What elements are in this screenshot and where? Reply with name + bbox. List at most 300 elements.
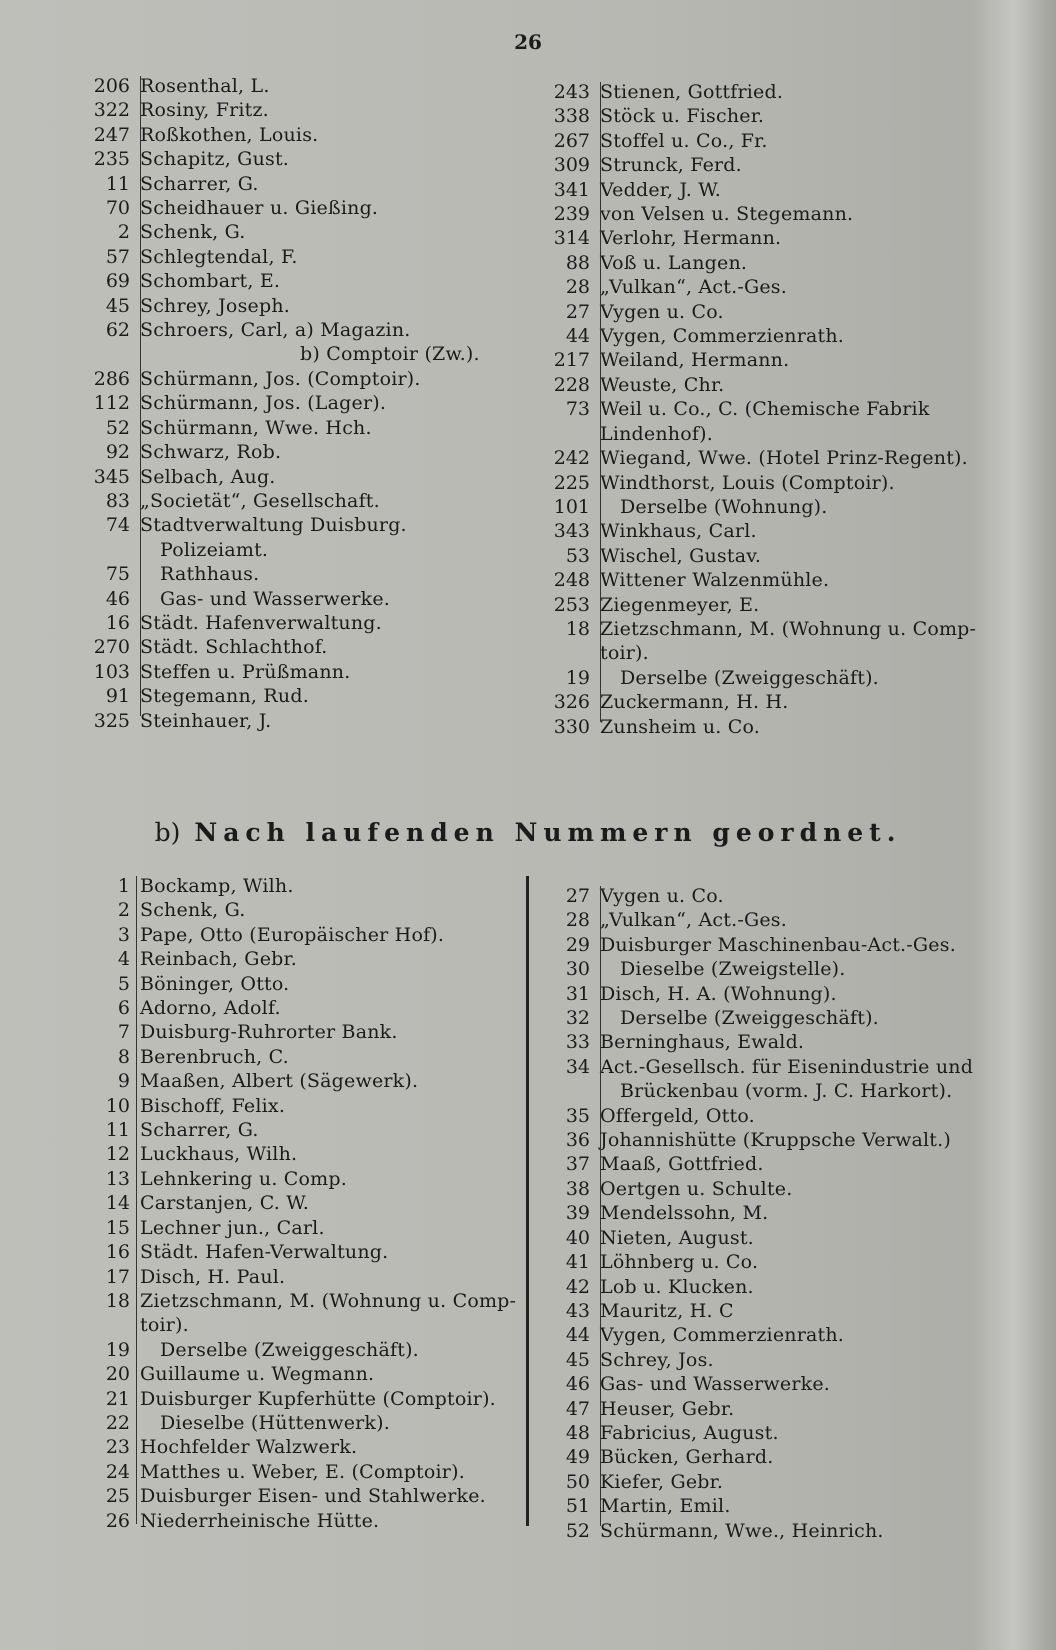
directory-entry: [88, 562, 480, 586]
directory-entry: [88, 1142, 516, 1166]
entry-number: 22: [105, 1411, 130, 1434]
entry-name: Derselbe (Wohnung).: [620, 495, 828, 518]
directory-entry: [548, 251, 976, 275]
entry-name: Schombart, E.: [140, 270, 281, 293]
entry-name: Mauritz, H. C: [600, 1299, 734, 1322]
entry-name: Stoffel u. Co., Fr.: [600, 129, 768, 152]
directory-entry: [88, 342, 480, 366]
entry-number: 11: [105, 1119, 130, 1142]
directory-entry: [88, 587, 480, 611]
directory-entry: [88, 1338, 516, 1362]
entry-number: 52: [105, 416, 130, 439]
directory-entry: [548, 933, 973, 957]
entry-number: 44: [565, 1324, 590, 1347]
entry-number: 38: [565, 1177, 590, 1200]
entry-number: 45: [565, 1348, 590, 1371]
entry-name: Rosiny, Fritz.: [140, 99, 269, 122]
directory-entry: [88, 1167, 516, 1191]
directory-entry: [548, 1055, 973, 1079]
entry-name: Stienen, Gottfried.: [600, 81, 784, 103]
directory-entry: [88, 538, 480, 562]
entry-name: Steinhauer, J.: [140, 709, 272, 732]
directory-entry: [88, 1118, 516, 1142]
directory-entry: [548, 1201, 973, 1225]
entry-name: Vygen, Commerzienrath.: [600, 325, 845, 348]
directory-entry: [548, 300, 976, 324]
entry-number: 2: [117, 221, 130, 244]
directory-entry: [548, 884, 973, 908]
entry-name: Vygen, Commerzienrath.: [600, 1324, 845, 1347]
directory-entry: [548, 397, 976, 421]
entry-number: 225: [553, 471, 590, 494]
entry-number: 92: [105, 441, 130, 464]
entry-name: Duisburger Eisen- und Stahlwerke.: [140, 1485, 486, 1508]
entry-number: 13: [105, 1167, 130, 1190]
entry-number: 206: [93, 75, 130, 97]
entry-number: 101: [553, 495, 590, 518]
entry-name: Lehnkering u. Comp.: [140, 1167, 348, 1190]
directory-entry: [88, 684, 480, 708]
directory-entry: [88, 1313, 516, 1337]
entry-number: 16: [105, 611, 130, 634]
entry-name: Vedder, J. W.: [600, 178, 721, 201]
entry-name: „Societät“, Gesellschaft.: [140, 489, 380, 512]
entry-number: 32: [565, 1007, 590, 1030]
entry-name: Duisburger Kupferhütte (Comptoir).: [140, 1387, 496, 1410]
entry-name: Mendelssohn, M.: [600, 1202, 769, 1225]
entry-name: Dieselbe (Zweigstelle).: [620, 958, 846, 981]
directory-entry: [548, 178, 976, 202]
directory-entry: [88, 220, 480, 244]
directory-entry: [88, 1509, 516, 1533]
entry-number: [548, 422, 600, 446]
entry-number: 37: [565, 1153, 590, 1176]
column-rule: [600, 886, 601, 1526]
entry-name: Wittener Walzenmühle.: [600, 569, 830, 592]
entry-name: Weuste, Chr.: [600, 373, 725, 396]
entry-number: 31: [565, 982, 590, 1005]
entry-number: 322: [93, 99, 130, 122]
directory-entry: [548, 495, 976, 519]
directory-entry: [548, 324, 976, 348]
entry-name: Oertgen u. Schulte.: [600, 1177, 793, 1200]
entry-name: Martin, Emil.: [600, 1495, 731, 1518]
entry-name: Maaß, Gottfried.: [600, 1153, 764, 1176]
entry-name: Kiefer, Gebr.: [600, 1470, 724, 1493]
directory-entry: [88, 440, 480, 464]
entry-name: Löhnberg u. Co.: [600, 1251, 759, 1274]
directory-entry: [88, 269, 480, 293]
entry-name: Voß u. Langen.: [600, 251, 748, 274]
entry-number: 28: [565, 276, 590, 299]
entry-name: Derselbe (Zweiggeschäft).: [620, 1007, 879, 1030]
entry-name: Fabricius, August.: [600, 1421, 779, 1444]
directory-entry: [548, 1250, 973, 1274]
directory-entry: [88, 147, 480, 171]
entry-name: Duisburg-Ruhrorter Bank.: [140, 1021, 398, 1044]
entry-number: 267: [553, 129, 590, 152]
entry-number: 21: [105, 1387, 130, 1410]
entry-name: Lechner jun., Carl.: [140, 1216, 325, 1239]
directory-entry: [548, 373, 976, 397]
directory-entry: [548, 544, 976, 568]
entry-name: Winkhaus, Carl.: [600, 520, 757, 543]
directory-entry: [88, 465, 480, 489]
directory-entry: [88, 245, 480, 269]
entry-name: Zietzschmann, M. (Wohnung u. Comp-: [600, 617, 977, 640]
entry-number: 83: [105, 489, 130, 512]
entry-name: Schrey, Jos.: [600, 1348, 714, 1371]
directory-entry: [88, 1216, 516, 1240]
entry-number: 338: [553, 105, 590, 128]
entry-name: Matthes u. Weber, E. (Comptoir).: [140, 1460, 465, 1483]
entry-number: 217: [553, 349, 590, 372]
directory-entry: [88, 709, 480, 733]
entry-number: 239: [553, 203, 590, 226]
entry-name: Carstanjen, C. W.: [140, 1192, 309, 1215]
directory-entry: [88, 123, 480, 147]
entry-name: Derselbe (Zweiggeschäft).: [620, 666, 879, 689]
entry-number: 330: [553, 715, 590, 738]
entry-name: Steffen u. Prüßmann.: [140, 660, 351, 683]
entry-name: Zuckermann, H. H.: [600, 691, 789, 714]
entry-number: 39: [565, 1202, 590, 1225]
directory-entry: [88, 489, 480, 513]
directory-entry: [548, 519, 976, 543]
entry-name: Schürmann, Wwe., Heinrich.: [600, 1519, 884, 1542]
entry-name: Derselbe (Zweiggeschäft).: [160, 1338, 419, 1361]
entry-name: Rosenthal, L.: [140, 75, 270, 97]
entry-name: Böninger, Otto.: [140, 972, 290, 995]
entry-number: 2: [117, 899, 130, 922]
entry-number: 27: [565, 885, 590, 907]
entry-name: Scheidhauer u. Gießing.: [140, 197, 379, 220]
entry-number: 42: [565, 1275, 590, 1298]
entry-name: Berenbruch, C.: [140, 1045, 289, 1068]
directory-entry: [548, 202, 976, 226]
directory-entry: [548, 1275, 973, 1299]
entry-name: Rathhaus.: [160, 563, 260, 586]
entry-name: Schroers, Carl, a) Magazin.: [140, 319, 411, 342]
entry-name: Weil u. Co., C. (Chemische Fabrik: [600, 398, 930, 421]
section-b-left-column: [88, 874, 516, 1533]
entry-number: 49: [565, 1446, 590, 1469]
directory-entry: [88, 172, 480, 196]
entry-number: 69: [105, 270, 130, 293]
entry-number: 25: [105, 1485, 130, 1508]
entry-name: Selbach, Aug.: [140, 465, 276, 488]
entry-number: 12: [105, 1143, 130, 1166]
entry-number: 28: [565, 909, 590, 932]
entry-number: 29: [565, 933, 590, 956]
column-rule: [136, 876, 137, 1524]
entry-name: Vygen u. Co.: [600, 885, 724, 907]
entry-number: 3: [117, 923, 130, 946]
directory-entry: [88, 1411, 516, 1435]
entry-number: 36: [565, 1129, 590, 1152]
directory-entry: [548, 1226, 973, 1250]
entry-number: 52: [565, 1519, 590, 1542]
directory-entry: [88, 1191, 516, 1215]
entry-number: 19: [565, 666, 590, 689]
directory-entry: [88, 1045, 516, 1069]
entry-number: 47: [565, 1397, 590, 1420]
directory-entry: [548, 1299, 973, 1323]
entry-number: 26: [105, 1509, 130, 1532]
entry-number: 242: [553, 447, 590, 470]
entry-number: 228: [553, 373, 590, 396]
entry-name: Gas- und Wasserwerke.: [160, 587, 391, 610]
entry-number: 6: [117, 997, 130, 1020]
entry-name: Bockamp, Wilh.: [140, 875, 294, 897]
entry-name: Luckhaus, Wilh.: [140, 1143, 298, 1166]
directory-entry: [88, 98, 480, 122]
directory-entry: [88, 1435, 516, 1459]
entry-number: 18: [105, 1289, 130, 1312]
entry-name: Bücken, Gerhard.: [600, 1446, 774, 1469]
entry-number: 23: [105, 1436, 130, 1459]
directory-entry: [88, 1387, 516, 1411]
directory-entry: [88, 1240, 516, 1264]
directory-entry: [88, 923, 516, 947]
directory-entry: [548, 1177, 973, 1201]
entry-number: 286: [93, 367, 130, 390]
entry-name: Scharrer, G.: [140, 172, 259, 195]
entry-name: Schürmann, Jos. (Comptoir).: [140, 367, 421, 390]
entry-number: 50: [565, 1470, 590, 1493]
entry-name: „Vulkan“, Act.-Ges.: [600, 276, 787, 299]
center-divider: [526, 876, 529, 1526]
directory-entry: [88, 513, 480, 537]
entry-name: b) Comptoir (Zw.).: [300, 343, 480, 366]
entry-name: Act.-Gesellsch. für Eisenindustrie und: [600, 1055, 974, 1078]
entry-number: 15: [105, 1216, 130, 1239]
directory-entry: [548, 275, 976, 299]
directory-entry: [548, 1128, 973, 1152]
directory-entry: [548, 641, 976, 665]
directory-entry: [88, 416, 480, 440]
entry-name: Wischel, Gustav.: [600, 544, 762, 567]
directory-entry: [548, 617, 976, 641]
entry-number: 17: [105, 1265, 130, 1288]
entry-number: 53: [565, 544, 590, 567]
entry-number: 75: [105, 563, 130, 586]
entry-name: Schürmann, Jos. (Lager).: [140, 392, 387, 415]
entry-number: 16: [105, 1241, 130, 1264]
entry-number: 8: [117, 1045, 130, 1068]
entry-name: Dieselbe (Hüttenwerk).: [160, 1411, 390, 1434]
directory-entry: [548, 715, 976, 739]
directory-entry: [548, 226, 976, 250]
directory-entry: [548, 446, 976, 470]
directory-entry: [88, 74, 480, 98]
directory-entry: [548, 1445, 973, 1469]
directory-entry: [88, 1362, 516, 1386]
entry-name: Disch, H. A. (Wohnung).: [600, 982, 837, 1005]
entry-number: 48: [565, 1421, 590, 1444]
directory-entry: [548, 1494, 973, 1518]
directory-entry: [88, 898, 516, 922]
entry-number: 9: [117, 1070, 130, 1093]
entry-name: Schlegtendal, F.: [140, 245, 298, 268]
entry-name: Bischoff, Felix.: [140, 1094, 286, 1117]
directory-entry: [88, 1020, 516, 1044]
directory-entry: [548, 1348, 973, 1372]
entry-name: Lob u. Klucken.: [600, 1275, 754, 1298]
entry-name: Städt. Hafen-Verwaltung.: [140, 1241, 389, 1264]
entry-number: 46: [105, 587, 130, 610]
directory-entry: [548, 593, 976, 617]
entry-number: 43: [565, 1299, 590, 1322]
directory-entry: [88, 874, 516, 898]
entry-number: 34: [565, 1055, 590, 1078]
entry-name: Gas- und Wasserwerke.: [600, 1373, 831, 1396]
entry-number: 103: [93, 660, 130, 683]
entry-name: Lindenhof).: [600, 422, 713, 445]
directory-entry: [88, 1484, 516, 1508]
directory-entry: [548, 568, 976, 592]
directory-entry: [548, 348, 976, 372]
entry-name: Duisburger Maschinenbau-Act.-Ges.: [600, 933, 956, 956]
entry-number: 326: [553, 691, 590, 714]
directory-entry: [548, 80, 976, 104]
directory-entry: [548, 1372, 973, 1396]
directory-entry: [548, 1323, 973, 1347]
entry-number: 325: [93, 709, 130, 732]
entry-name: Vygen u. Co.: [600, 300, 724, 323]
entry-name: Reinbach, Gebr.: [140, 948, 297, 971]
directory-entry: [548, 1152, 973, 1176]
entry-number: [88, 538, 140, 562]
entry-name: Verlohr, Hermann.: [600, 227, 782, 250]
directory-entry: [548, 1421, 973, 1445]
entry-number: 57: [105, 245, 130, 268]
entry-number: 270: [93, 636, 130, 659]
entry-number: 91: [105, 685, 130, 708]
entry-number: [548, 641, 600, 665]
directory-entry: [548, 1079, 973, 1103]
directory-entry: [548, 666, 976, 690]
section-b-right-column: [548, 884, 973, 1543]
directory-entry: [548, 104, 976, 128]
entry-name: Nieten, August.: [600, 1226, 754, 1249]
directory-entry: [88, 635, 480, 659]
entry-name: Maaßen, Albert (Sägewerk).: [140, 1070, 419, 1093]
entry-number: 19: [105, 1338, 130, 1361]
column-rule: [140, 76, 141, 716]
entry-number: 10: [105, 1094, 130, 1117]
entry-number: 248: [553, 569, 590, 592]
directory-entry: [88, 972, 516, 996]
entry-name: Scharrer, G.: [140, 1119, 259, 1142]
directory-entry: [548, 1030, 973, 1054]
directory-entry: [88, 294, 480, 318]
section-a-left-column: [88, 74, 480, 733]
entry-name: Stegemann, Rud.: [140, 685, 309, 708]
entry-name: von Velsen u. Stegemann.: [600, 203, 854, 226]
entry-name: Offergeld, Otto.: [600, 1104, 755, 1127]
entry-name: toir).: [600, 642, 649, 665]
entry-number: 345: [93, 465, 130, 488]
entry-number: 74: [105, 514, 130, 537]
directory-entry: [548, 1519, 973, 1543]
section-a-right-column: [548, 80, 976, 739]
directory-entry: [548, 1104, 973, 1128]
directory-entry: [88, 391, 480, 415]
directory-entry: [548, 471, 976, 495]
directory-entry: [548, 1006, 973, 1030]
entry-name: Guillaume u. Wegmann.: [140, 1363, 375, 1386]
entry-number: 35: [565, 1104, 590, 1127]
entry-name: Pape, Otto (Europäischer Hof).: [140, 923, 445, 946]
entry-number: 14: [105, 1192, 130, 1215]
entry-name: Schapitz, Gust.: [140, 148, 290, 171]
page-number: 26: [514, 30, 542, 54]
entry-number: 235: [93, 148, 130, 171]
directory-entry: [88, 1265, 516, 1289]
directory-entry: [88, 318, 480, 342]
entry-name: Disch, H. Paul.: [140, 1265, 286, 1288]
entry-number: 112: [93, 392, 130, 415]
directory-entry: [548, 1397, 973, 1421]
directory-entry: [548, 153, 976, 177]
directory-entry: [548, 957, 973, 981]
entry-number: 24: [105, 1460, 130, 1483]
entry-name: toir).: [140, 1314, 189, 1337]
entry-number: 309: [553, 154, 590, 177]
directory-entry: [548, 422, 976, 446]
entry-name: Städt. Hafenverwaltung.: [140, 611, 382, 634]
directory-entry: [88, 1094, 516, 1118]
entry-name: Städt. Schlachthof.: [140, 636, 328, 659]
entry-name: Roßkothen, Louis.: [140, 123, 319, 146]
entry-number: 4: [117, 948, 130, 971]
entry-name: Stadtverwaltung Duisburg.: [140, 514, 407, 537]
entry-number: 20: [105, 1363, 130, 1386]
entry-number: 253: [553, 593, 590, 616]
column-rule: [600, 82, 601, 722]
entry-number: 41: [565, 1251, 590, 1274]
entry-number: 247: [93, 123, 130, 146]
entry-number: 1: [117, 875, 130, 897]
entry-number: 7: [117, 1021, 130, 1044]
entry-number: 33: [565, 1031, 590, 1054]
entry-name: Hochfelder Walzwerk.: [140, 1436, 358, 1459]
entry-name: Wiegand, Wwe. (Hotel Prinz-Regent).: [600, 447, 968, 470]
entry-name: Windthorst, Louis (Comptoir).: [600, 471, 895, 494]
entry-number: 45: [105, 294, 130, 317]
entry-number: 62: [105, 319, 130, 342]
entry-name: Zunsheim u. Co.: [600, 715, 761, 738]
entry-number: 46: [565, 1373, 590, 1396]
directory-entry: [548, 690, 976, 714]
directory-entry: [548, 982, 973, 1006]
entry-name: Heuser, Gebr.: [600, 1397, 735, 1420]
section-b-heading: [0, 818, 1056, 847]
entry-number: 44: [565, 325, 590, 348]
directory-entry: [88, 1289, 516, 1313]
directory-entry: [548, 908, 973, 932]
entry-name: Stöck u. Fischer.: [600, 105, 765, 128]
entry-name: Schenk, G.: [140, 899, 246, 922]
directory-entry: [548, 129, 976, 153]
entry-number: [548, 1079, 600, 1103]
directory-entry: [88, 367, 480, 391]
section-b-title: Nach laufenden Nummern geordnet.: [194, 818, 902, 847]
directory-entry: [88, 196, 480, 220]
entry-name: Strunck, Ferd.: [600, 154, 742, 177]
entry-name: Schrey, Joseph.: [140, 294, 290, 317]
